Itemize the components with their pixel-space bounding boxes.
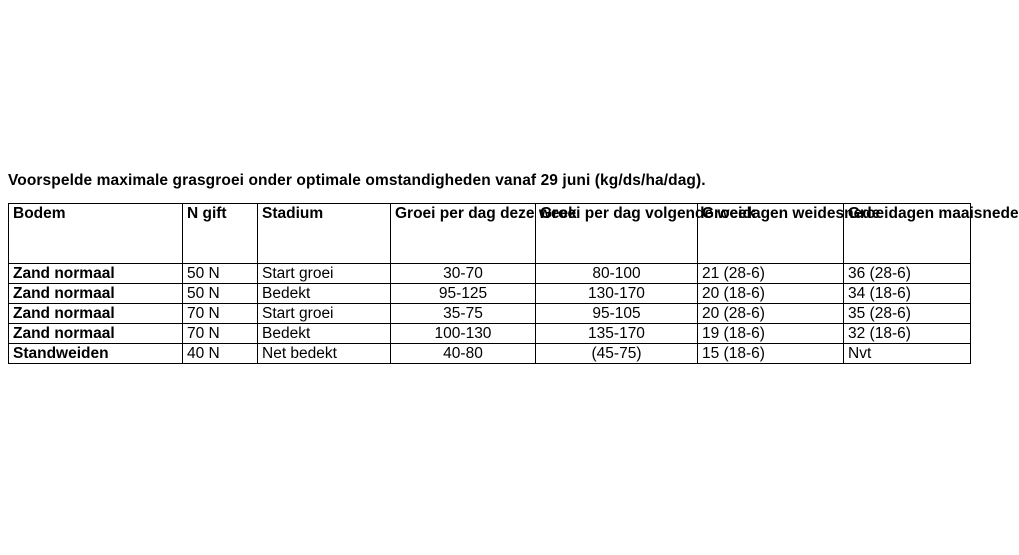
cell-maaisnede: 36 (28-6) [844,264,971,284]
cell-groei-deze-week: 35-75 [391,304,536,324]
cell-groei-deze-week: 100-130 [391,324,536,344]
cell-n-gift: 70 N [183,324,258,344]
table-row [9,344,971,364]
cell-n-gift: 50 N [183,284,258,304]
header-groei-deze-week: Groei per dag deze week [391,204,536,264]
cell-stadium: Start groei [258,304,391,324]
cell-stadium: Start groei [258,264,391,284]
cell-groei-deze-week: 40-80 [391,344,536,364]
cell-weidesnede: 21 (28-6) [698,264,844,284]
cell-weidesnede: 20 (18-6) [698,284,844,304]
header-n-gift: N gift [183,204,258,264]
cell-maaisnede: Nvt [844,344,971,364]
cell-weidesnede: 19 (18-6) [698,324,844,344]
cell-stadium: Bedekt [258,284,391,304]
table-row [9,324,971,344]
table-title: Voorspelde maximale grasgroei onder optimale omstandigheden vanaf 29 juni (kg/ds/ha/dag). [8,172,706,189]
cell-groei-volgende-week: 80-100 [536,264,698,284]
cell-maaisnede: 35 (28-6) [844,304,971,324]
header-groeidagen-maaisnede: Groeidagen maaisnede [844,204,971,264]
header-row [9,204,971,264]
header-groeidagen-weidesnede: Groeidagen weidesnede [698,204,844,264]
cell-bodem: Zand normaal [9,284,183,304]
cell-n-gift: 70 N [183,304,258,324]
cell-bodem: Zand normaal [9,324,183,344]
cell-groei-volgende-week: (45-75) [536,344,698,364]
cell-maaisnede: 34 (18-6) [844,284,971,304]
cell-stadium: Bedekt [258,324,391,344]
cell-weidesnede: 15 (18-6) [698,344,844,364]
table-row [9,304,971,324]
cell-groei-deze-week: 30-70 [391,264,536,284]
cell-bodem: Standweiden [9,344,183,364]
table-row [9,264,971,284]
cell-groei-volgende-week: 130-170 [536,284,698,304]
header-stadium: Stadium [258,204,391,264]
cell-n-gift: 40 N [183,344,258,364]
grass-growth-table [8,203,1019,364]
cell-groei-deze-week: 95-125 [391,284,536,304]
cell-maaisnede: 32 (18-6) [844,324,971,344]
cell-bodem: Zand normaal [9,304,183,324]
cell-groei-volgende-week: 135-170 [536,324,698,344]
cell-bodem: Zand normaal [9,264,183,284]
header-groei-volgende-week: Groei per dag volgende week [536,204,698,264]
header-bodem: Bodem [9,204,183,264]
table-row [9,284,971,304]
cell-weidesnede: 20 (28-6) [698,304,844,324]
cell-stadium: Net bedekt [258,344,391,364]
cell-n-gift: 50 N [183,264,258,284]
cell-groei-volgende-week: 95-105 [536,304,698,324]
